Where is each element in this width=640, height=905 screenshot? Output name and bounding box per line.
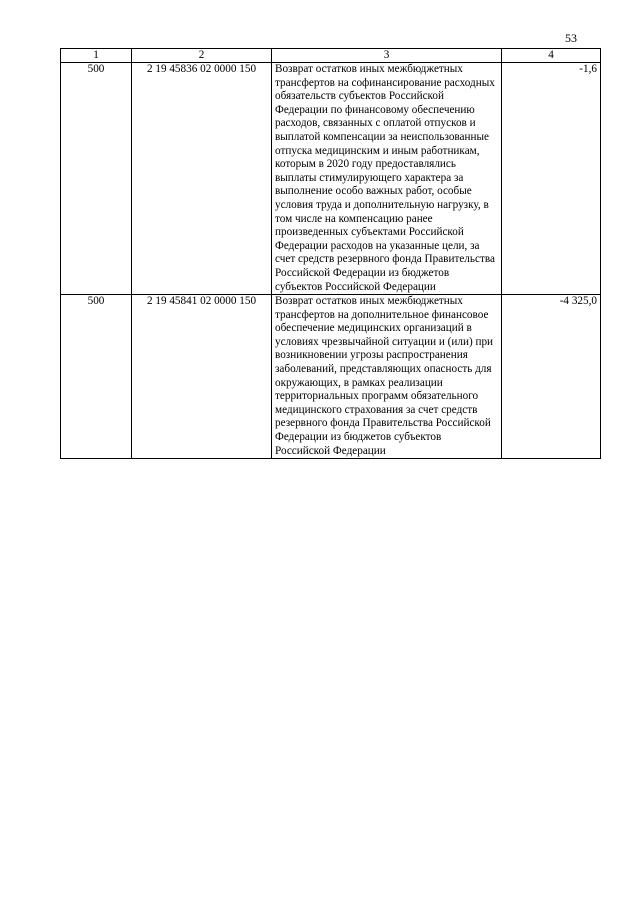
table-row bbox=[61, 63, 601, 295]
table-header-row bbox=[61, 49, 601, 63]
description-cell: Возврат остатков иных межбюджетных трансфертов на дополнительное финансовое обеспечение медицинских организаций в условиях чрезвычайной ситуации и (или) при возникновении угрозы распространения заболеваний, представляющих опасность для окружающих, в рамках реализации территориальных программ обязательного медицинского страхования за счет средств резервного фонда Правительства Российской Федерации из бюджетов субъектов Российской Федерации bbox=[272, 295, 502, 459]
admin-code-cell: 500 bbox=[61, 63, 132, 295]
amount-cell: -1,6 bbox=[502, 63, 601, 295]
column-header-3: 3 bbox=[272, 49, 502, 63]
column-header-1: 1 bbox=[61, 49, 132, 63]
page-number: 53 bbox=[565, 31, 577, 45]
amount-cell: -4 325,0 bbox=[502, 295, 601, 459]
kbk-code-cell: 2 19 45836 02 0000 150 bbox=[132, 63, 272, 295]
description-cell: Возврат остатков иных межбюджетных трансфертов на софинансирование расходных обязательств субъектов Российской Федерации по финансовому обеспечению расходов, связанных с оплатой отпусков и выплатой компенсации за неиспользованные отпуска медицинским и иным работникам, которым в 2020 году предоставлялись выплаты стимулирующего характера за выполнение особо важных работ, особые условия труда и дополнительную нагрузку, в том числе на компенсацию ранее произведенных субъектами Российской Федерации расходов на указанные цели, за счет средств резервного фонда Правительства Российской Федерации из бюджетов субъектов Российской Федерации bbox=[272, 63, 502, 295]
table-row bbox=[61, 295, 601, 459]
kbk-code-cell: 2 19 45841 02 0000 150 bbox=[132, 295, 272, 459]
admin-code-cell: 500 bbox=[61, 295, 132, 459]
budget-table bbox=[60, 48, 601, 459]
column-header-4: 4 bbox=[502, 49, 601, 63]
column-header-2: 2 bbox=[132, 49, 272, 63]
